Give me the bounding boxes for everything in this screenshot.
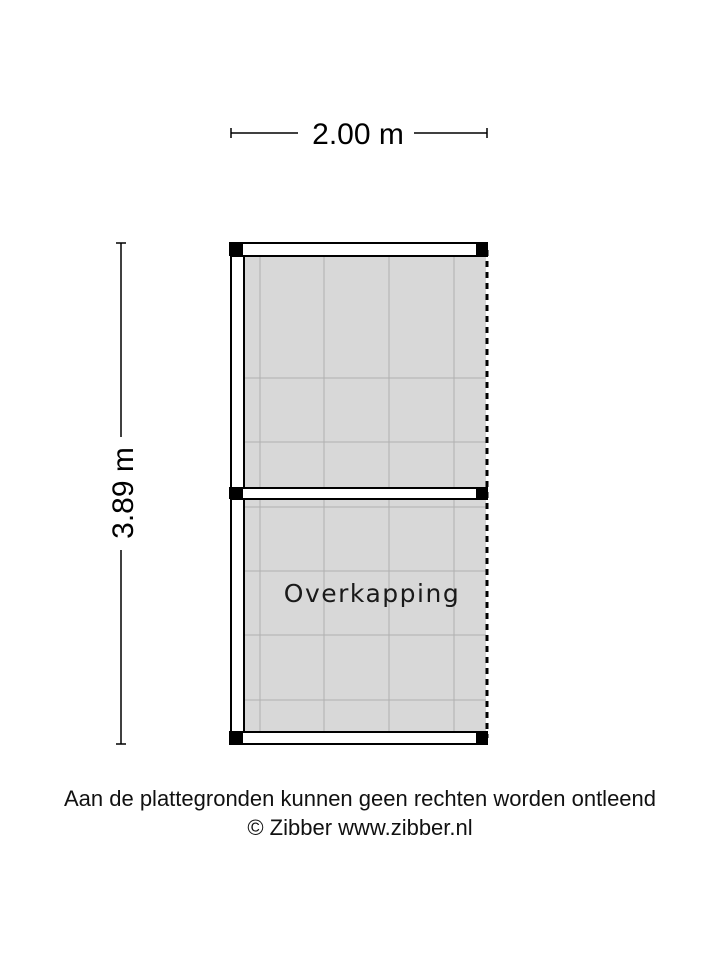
post-bottom-left xyxy=(229,731,243,745)
beam-middle xyxy=(232,488,487,499)
height-dimension xyxy=(107,243,140,744)
width-dimension xyxy=(231,118,487,151)
post-bottom-right xyxy=(476,731,488,745)
beam-left-upper xyxy=(231,256,244,488)
width-dimension-label: 2.00 m xyxy=(312,118,404,151)
post-top-left xyxy=(229,242,243,256)
footer-disclaimer: Aan de plattegronden kunnen geen rechten worden ontleend xyxy=(63,786,657,811)
beam-left-lower xyxy=(231,499,244,732)
post-mid-right xyxy=(476,487,488,499)
post-top-right xyxy=(476,242,488,256)
height-dimension-label: 3.89 m xyxy=(107,447,140,539)
beam-bottom xyxy=(232,732,487,744)
footer-copyright: © Zibber www.zibber.nl xyxy=(247,815,473,840)
beam-top xyxy=(232,243,487,256)
room-label: Overkapping xyxy=(283,579,461,608)
post-mid-left xyxy=(229,487,243,499)
